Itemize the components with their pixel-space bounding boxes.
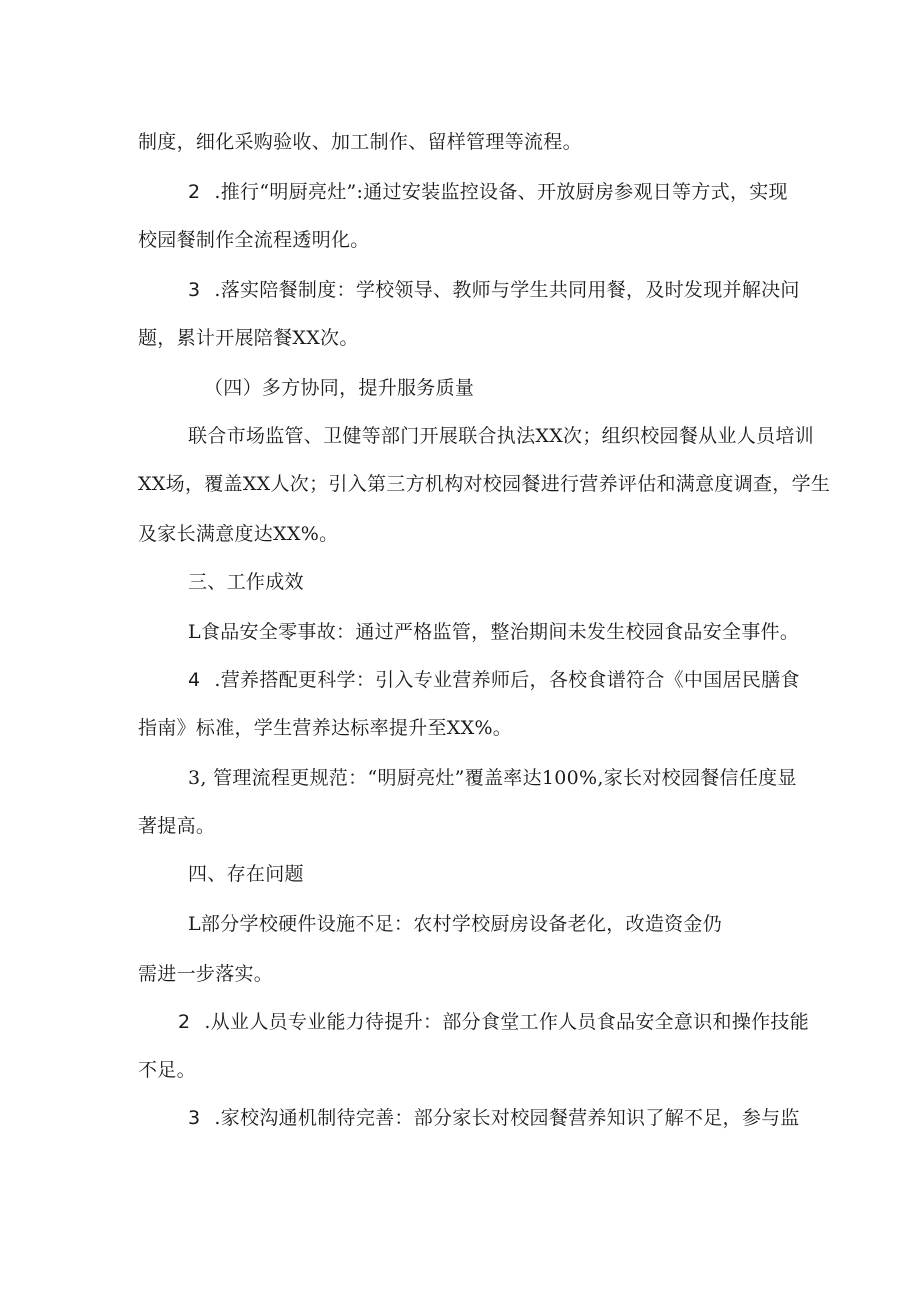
text-line bbox=[188, 766, 797, 790]
line-text: .落实陪餐制度：学校领导、教师与学生共同用餐，及时发现并解决问 bbox=[214, 279, 800, 301]
line-text: 3, 管理流程更规范：“明厨亮灶”覆盖率达100%,家长对校园餐信任度显 bbox=[188, 767, 797, 789]
text-line bbox=[188, 620, 799, 644]
section-heading bbox=[188, 862, 304, 886]
list-item bbox=[188, 278, 800, 302]
list-item bbox=[188, 1106, 800, 1130]
list-item bbox=[188, 180, 788, 204]
list-number: 3 bbox=[188, 279, 201, 301]
line-text: 联合市场监管、卫健等部门开展联合执法XX次；组织校园餐从业人员培训 bbox=[188, 425, 814, 447]
line-text: .从业人员专业能力待提升：部分食堂工作人员食品安全意识和操作技能 bbox=[204, 1011, 810, 1033]
list-item bbox=[178, 1010, 809, 1034]
heading-text: 四、存在问题 bbox=[188, 863, 304, 885]
line-text: XX场，覆盖XX人次；引入第三方机构对校园餐进行营养评估和满意度调查，学生 bbox=[138, 473, 831, 495]
text-line bbox=[138, 716, 512, 740]
line-text: 制度，细化采购验收、加工制作、留样管理等流程。 bbox=[138, 131, 582, 153]
line-text: 著提高。 bbox=[138, 815, 216, 837]
list-number: 2 bbox=[178, 1011, 191, 1033]
text-line bbox=[188, 424, 814, 448]
list-number: 4 bbox=[188, 669, 201, 691]
text-line bbox=[138, 814, 215, 838]
list-number: 3 bbox=[188, 1107, 201, 1129]
line-text: L食品安全零事故：通过严格监管，整治期间未发生校园食品安全事件。 bbox=[188, 621, 800, 643]
text-line bbox=[188, 912, 722, 936]
list-number: 2 bbox=[188, 181, 201, 203]
line-text: 题，累计开展陪餐XX次。 bbox=[138, 327, 359, 349]
line-text: 需进一步落实。 bbox=[138, 963, 274, 985]
line-text: L部分学校硬件设施不足：农村学校厨房设备老化，改造资金仍 bbox=[188, 913, 723, 935]
line-text: 校园餐制作全流程透明化。 bbox=[138, 229, 370, 251]
section-heading bbox=[204, 376, 474, 400]
text-line bbox=[138, 962, 273, 986]
section-heading bbox=[188, 570, 304, 594]
text-line bbox=[138, 228, 370, 252]
text-line bbox=[138, 1058, 196, 1082]
line-text: .推行“明厨亮灶”:通过安装监控设备、开放厨房参观日等方式，实现 bbox=[214, 181, 788, 203]
line-text: 不足。 bbox=[138, 1059, 196, 1081]
line-text: .营养搭配更科学：引入专业营养师后，各校食谱符合《中国居民膳食 bbox=[214, 669, 800, 691]
heading-text: （四）多方协同，提升服务质量 bbox=[204, 377, 475, 399]
text-line bbox=[138, 130, 582, 154]
line-text: .家校沟通机制待完善：部分家长对校园餐营养知识了解不足，参与监 bbox=[214, 1107, 800, 1129]
list-item bbox=[188, 668, 800, 692]
line-text: 及家长满意度达XX%。 bbox=[138, 523, 339, 545]
text-line bbox=[138, 522, 338, 546]
text-line bbox=[138, 326, 359, 350]
heading-text: 三、工作成效 bbox=[188, 571, 304, 593]
line-text: 指南》标准，学生营养达标率提升至XX%。 bbox=[138, 717, 513, 739]
text-line bbox=[138, 472, 830, 496]
